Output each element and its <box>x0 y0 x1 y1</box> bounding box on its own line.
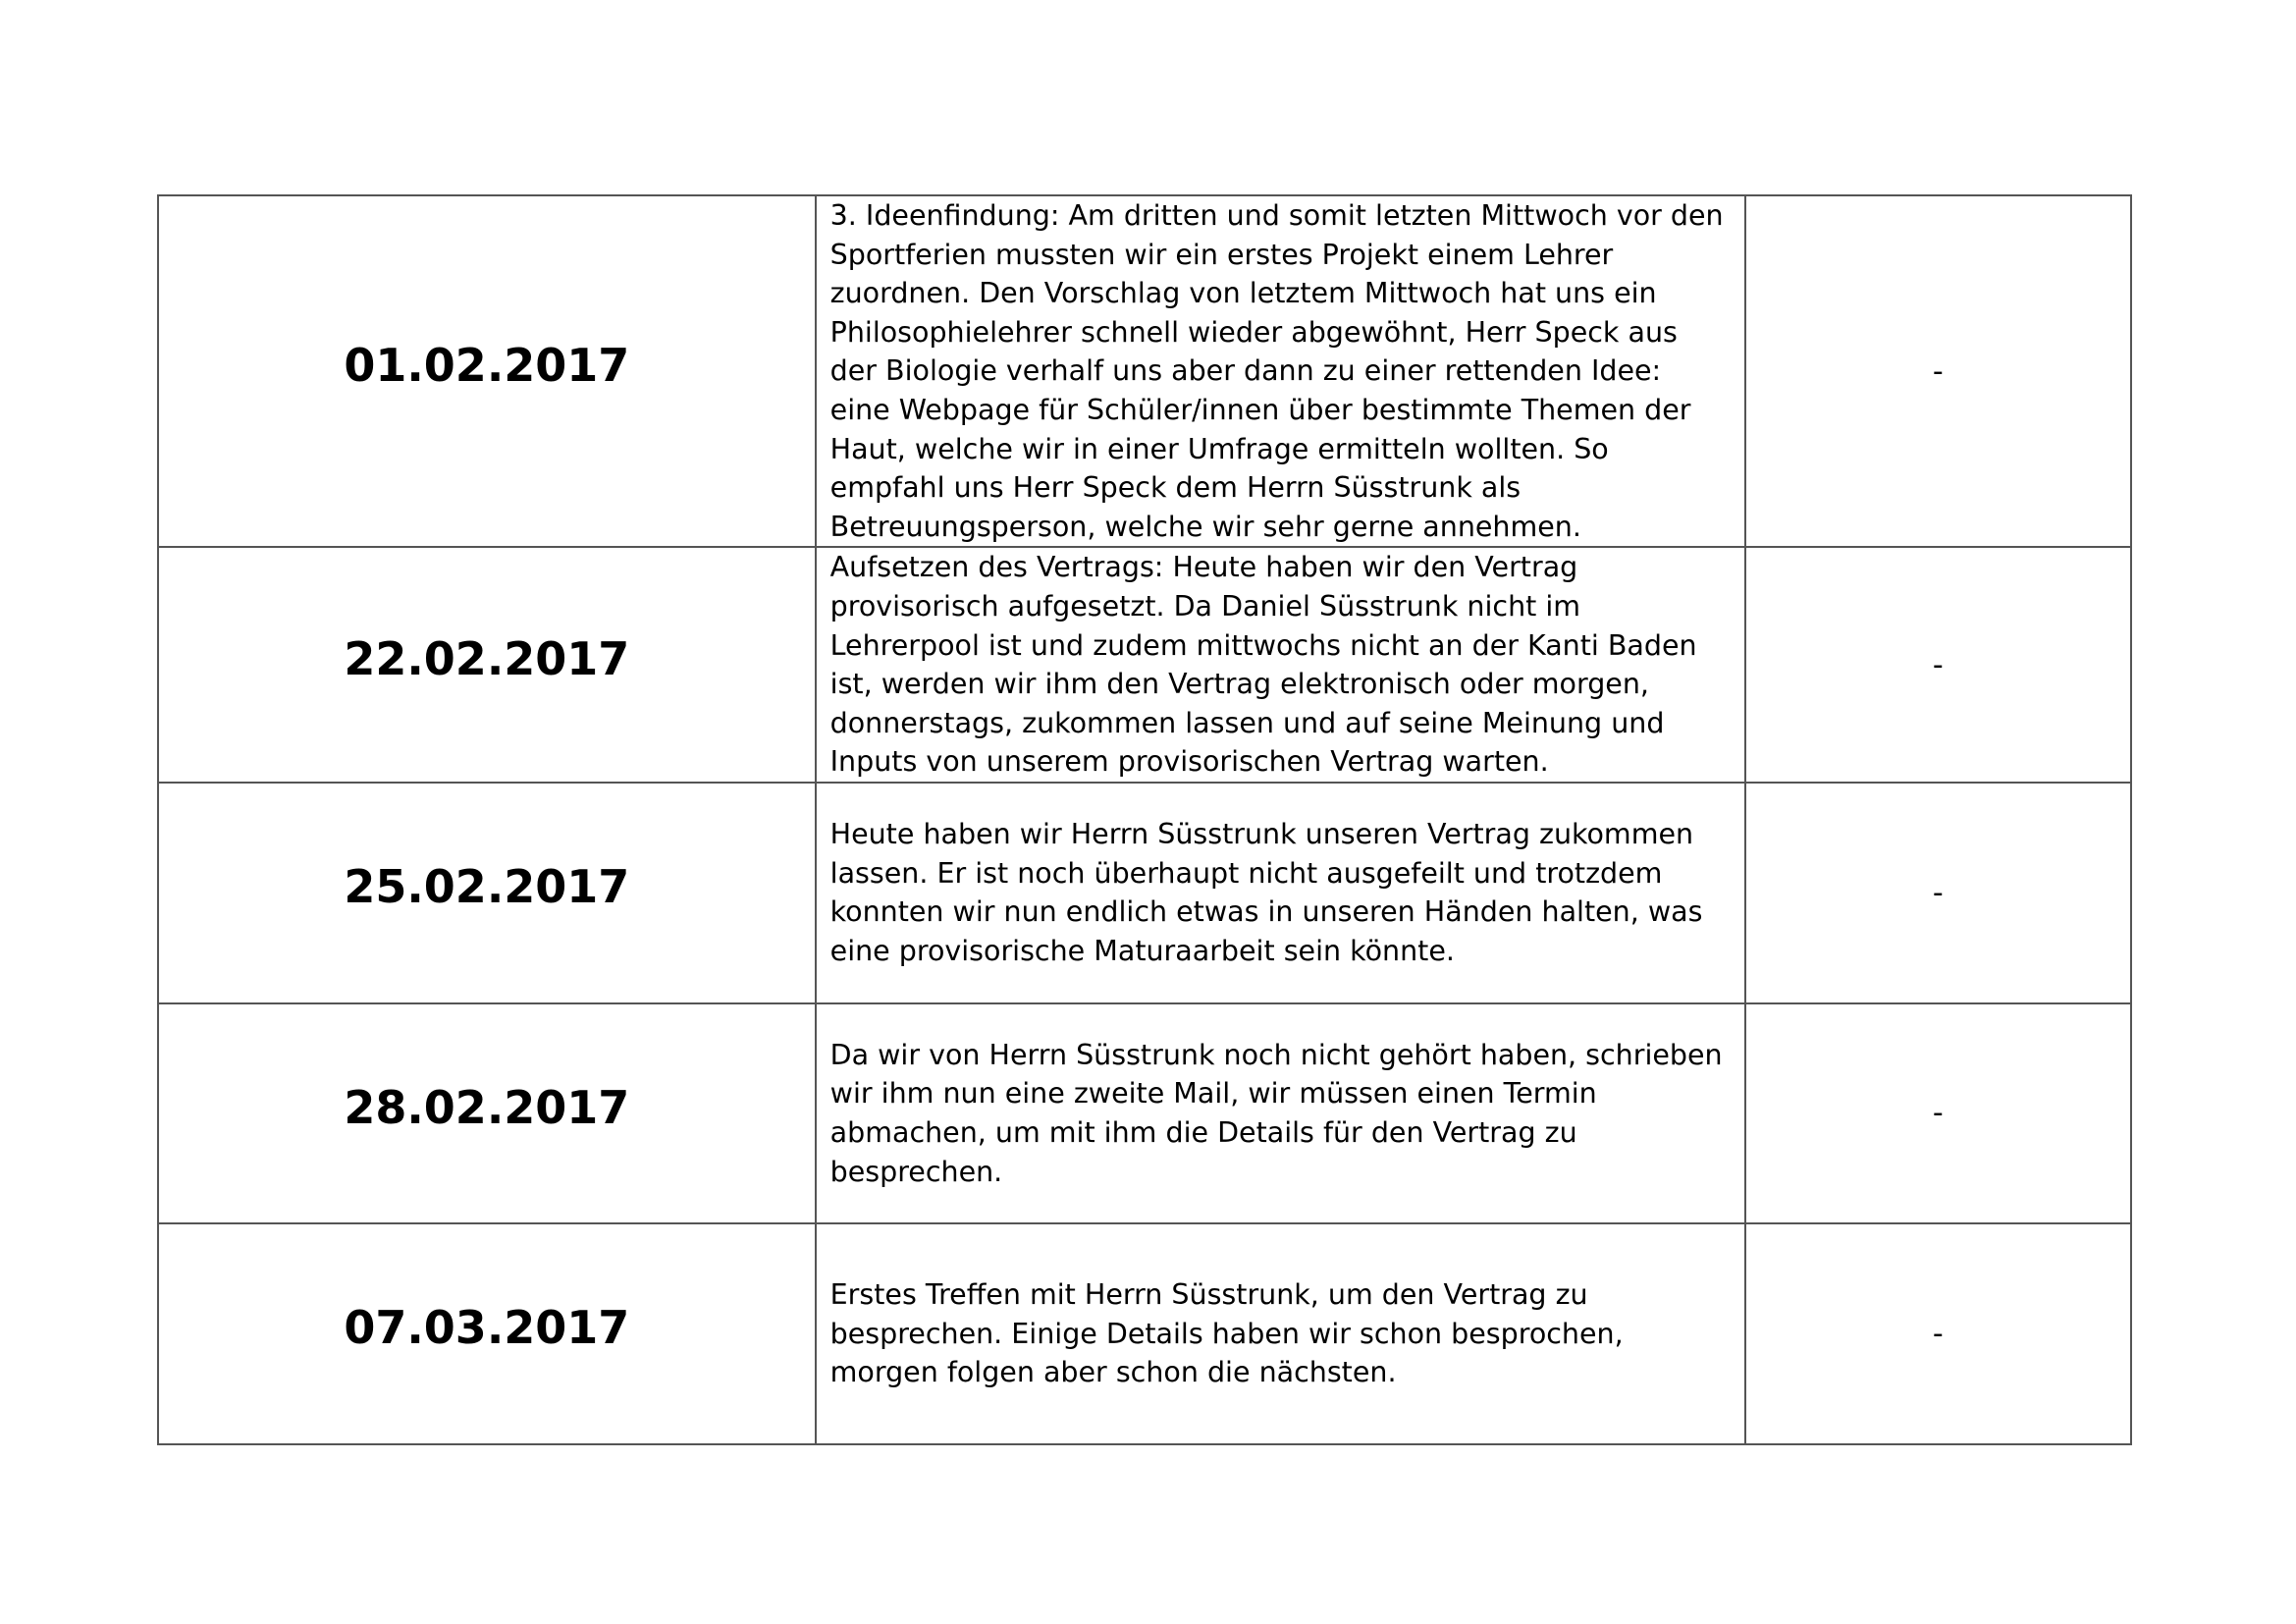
note-cell <box>1745 1003 2131 1223</box>
table-row <box>158 195 2131 547</box>
entry-text-cell <box>816 547 1745 783</box>
table-row <box>158 783 2131 1003</box>
date-cell <box>158 547 816 783</box>
entry-text-cell <box>816 783 1745 1003</box>
date-cell <box>158 1223 816 1444</box>
journal-table <box>157 194 2132 1445</box>
note-cell <box>1745 547 2131 783</box>
entry-note: - <box>1932 875 1944 910</box>
entry-note: - <box>1932 647 1944 682</box>
table-row <box>158 1223 2131 1444</box>
entry-text: Heute haben wir Herrn Süsstrunk unseren Vertrag zukommen lassen. Er ist noch überhaupt nicht ausgefeilt und trotzdem konnten wir nun endlich etwas in unseren Händen halten, was eine provisorische Maturaarbeit sein könnte. <box>829 818 1703 967</box>
entry-text: Aufsetzen des Vertrags: Heute haben wir den Vertrag provisorisch aufgesetzt. Da Daniel Süsstrunk nicht im Lehrerpool ist und zudem mittwochs nicht an der Kanti Baden ist, werden wir ihm den Vertrag elektronisch oder morgen, donnerstags, zukommen lassen und auf seine Meinung und Inputs von unserem provisorischen Vertrag warten. <box>829 551 1697 779</box>
table-row <box>158 1003 2131 1223</box>
entry-date: 07.03.2017 <box>344 1301 630 1355</box>
date-cell <box>158 195 816 547</box>
table-row <box>158 547 2131 783</box>
entry-text: Erstes Treffen mit Herrn Süsstrunk, um den Vertrag zu besprechen. Einige Details haben wir schon besprochen, morgen folgen aber schon die nächsten. <box>829 1278 1624 1389</box>
entry-text: 3. Ideenfindung: Am dritten und somit letzten Mittwoch vor den Sportferien mussten wir ein erstes Projekt einem Lehrer zuordnen. Den Vorschlag von letztem Mittwoch hat uns ein Philosophielehrer schnell wieder abgewöhnt, Herr Speck aus der Biologie verhalf uns aber dann zu einer rettenden Idee: eine Webpage für Schüler/innen über bestimmte Themen der Haut, welche wir in einer Umfrage ermitteln wollten. So empfahl uns Herr Speck dem Herrn Süsstrunk als Betreuungsperson, welche wir sehr gerne annehmen. <box>829 199 1724 543</box>
entry-date: 28.02.2017 <box>344 1080 630 1134</box>
date-cell <box>158 1003 816 1223</box>
entry-text-cell <box>816 1223 1745 1444</box>
entry-date: 22.02.2017 <box>344 632 630 686</box>
entry-text: Da wir von Herrn Süsstrunk noch nicht gehört haben, schrieben wir ihm nun eine zweite Mail, wir müssen einen Termin abmachen, um mit ihm die Details für den Vertrag zu besprechen. <box>829 1038 1723 1188</box>
entry-text-cell <box>816 1003 1745 1223</box>
entry-date: 25.02.2017 <box>344 860 630 914</box>
date-cell <box>158 783 816 1003</box>
note-cell <box>1745 195 2131 547</box>
entry-text-cell <box>816 195 1745 547</box>
entry-date: 01.02.2017 <box>344 339 630 393</box>
note-cell <box>1745 1223 2131 1444</box>
entry-note: - <box>1932 1096 1944 1131</box>
note-cell <box>1745 783 2131 1003</box>
entry-note: - <box>1932 1316 1944 1351</box>
entry-note: - <box>1932 353 1944 389</box>
